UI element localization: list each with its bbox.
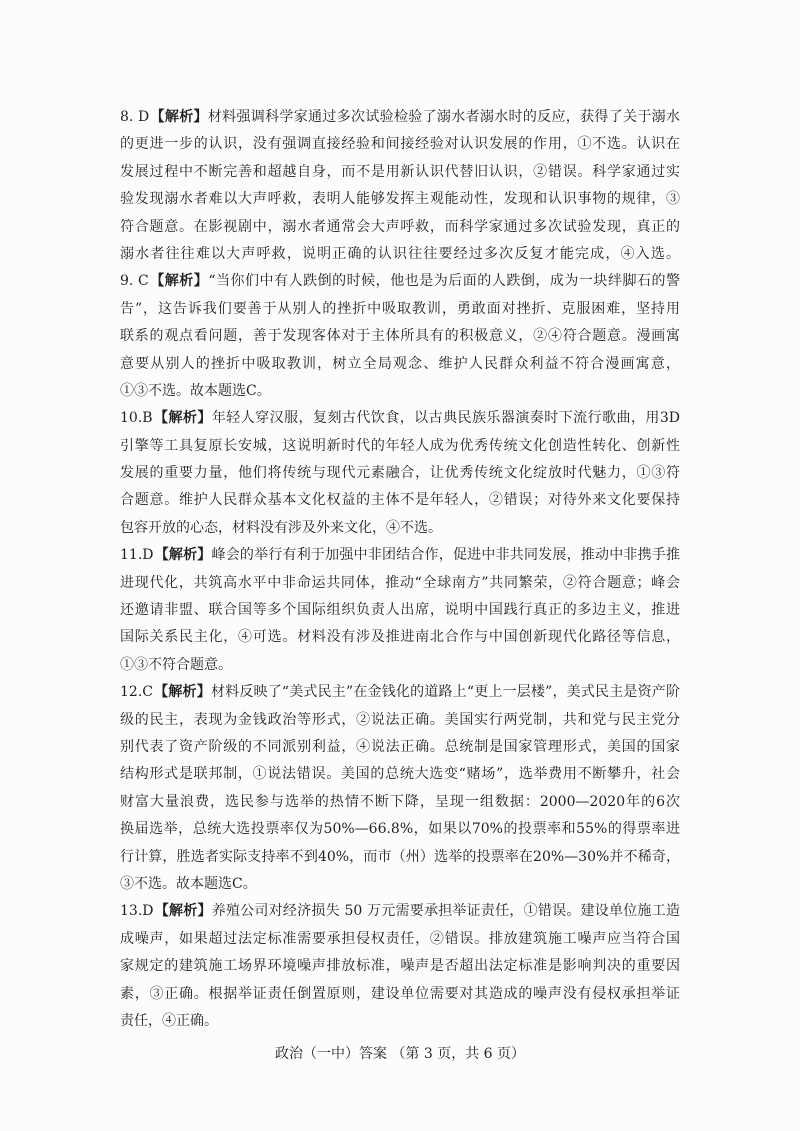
explanation-line: 进现代化，共筑高水平中非命运共同体，推动“全球南方”共同繁荣，②符合题意；峰会 [120, 574, 680, 591]
explanation-line: 行计算，胜选者实际支持率不到40%，而市（州）选举的投票率在20%—30%并不稀奇， [120, 848, 680, 865]
explanation-line: 联系的观点看问题，善于发现客体对于主体所具有的积极意义，②④符合题意。漫画寓 [120, 328, 680, 345]
explanation-first-line [120, 679, 680, 706]
explanation-text: 材料强调科学家通过多次试验检验了溺水者溺水时的反应，获得了关于溺水 [207, 109, 681, 125]
explanation-first-line [120, 268, 680, 295]
explanation-line: 级的民主，表现为金钱政治等形式，②说法正确。美国实行两党制，共和党与民主党分 [120, 711, 680, 728]
explanation-line: 溺水者往往难以大声呼救，说明正确的认识往往要经过多次反复才能完成，④入选。 [120, 245, 680, 262]
answer-item-13 [120, 898, 680, 1035]
explanation-line: 合题意。维护人民群众基本文化权益的主体不是年轻人，②错误；对待外来文化要保持 [120, 492, 680, 509]
explanation-line: 引擎等工具复原长安城，这说明新时代的年轻人成为优秀传统文化创造性转化、创新性 [120, 437, 680, 454]
explanation-line: 责任，④正确。 [120, 1012, 218, 1029]
page-footer: 政治（一中）答案 （第 3 页，共 6 页） [274, 1046, 526, 1062]
question-number: 12. [120, 684, 143, 701]
explanation-line: 包容开放的心态，材料没有涉及外来文化，④不选。 [120, 519, 442, 536]
explanation-line: 素，③正确。根据举证责任倒置原则，建设单位需要对其造成的噪声没有侵权承担举证 [120, 985, 680, 1002]
explanation-line: ③不选。故本题选C。 [120, 875, 257, 892]
explanation-text: “当你们中有人跌倒的时候，他也是为后面的人跌倒，成为一块绊脚石的警 [208, 273, 681, 290]
answer-choice: C [138, 273, 149, 290]
explanation-line: 家规定的建筑施工场界环境噪声排放标准，噪声是否超出法定标准是影响判决的重要因 [120, 958, 680, 975]
explanation-line: 的更进一步的认识，没有强调直接经验和间接经验对认识发展的作用，①不选。认识在 [120, 136, 680, 153]
analysis-tag: 【解析】 [153, 410, 212, 427]
explanation-text: 峰会的举行有利于加强中非团结合作，促进中非共同发展，推动中非携手推 [211, 547, 681, 564]
explanation-line: 发展过程中不断完善和超越自身，而不是用新认识代替旧认识，②错误。科学家通过实 [120, 163, 680, 180]
question-number: 10. [120, 410, 143, 427]
explanation-line: ①③不选。故本题选C。 [120, 382, 271, 399]
answer-item-12 [120, 679, 680, 898]
answer-item-9 [120, 268, 680, 405]
explanation-line: 财富大量浪费，选民参与选举的热情不断下降，呈现一组数据：2000—2020年的6次 [120, 793, 680, 810]
question-number: 8. [120, 109, 134, 125]
answer-choice: C [142, 684, 153, 701]
explanation-first-line [120, 898, 680, 925]
explanation-line: 换届选举，总统大选投票率仅为50%—66.8%，如果以70%的投票率和55%的得票率进 [120, 821, 680, 838]
analysis-tag: 【解析】 [154, 547, 212, 564]
answer-choice: D [142, 903, 154, 920]
explanation-line: 意要从别人的挫折中吸取教训，树立全局观念、维护人民群众利益不符合漫画寓意， [120, 355, 680, 372]
analysis-tag: 【解析】 [154, 903, 212, 920]
answer-choice: D [138, 109, 150, 125]
explanation-line: 符合题意。在影视剧中，溺水者通常会大声呼救，而科学家通过多次试验发现，真正的 [120, 218, 680, 235]
explanation-text: 材料反映了“美式民主”在金钱化的道路上“更上一层楼”，美式民主是资产阶 [210, 684, 680, 701]
analysis-tag: 【解析】 [149, 273, 209, 290]
answer-explanations [120, 104, 680, 1035]
explanation-line: 还邀请非盟、联合国等多个国际组织负责人出席，说明中国践行真正的多边主义，推进 [120, 602, 680, 619]
explanation-line: 成噪声，如果超过法定标准需要承担侵权责任，②错误。排放建筑施工噪声应当符合国 [120, 930, 680, 947]
explanation-text: 年轻人穿汉服，复刻古代饮食，以古典民族乐器演奏时下流行歌曲，用3D [211, 410, 680, 427]
answer-item-8 [120, 104, 680, 268]
explanation-line: 别代表了资产阶级的不同派别利益，④说法正确。总统制是国家管理形式，美国的国家 [120, 738, 680, 755]
question-number: 9. [120, 273, 134, 290]
explanation-line: 结构形式是联邦制，①说法错误。美国的总统大选变“赌场”，选举费用不断攀升，社会 [120, 766, 680, 783]
answer-item-11 [120, 542, 680, 679]
explanation-text: 养殖公司对经济损失 50 万元需要承担举证责任，①错误。建设单位施工造 [211, 903, 680, 920]
explanation-line: 验发现溺水者难以大声呼救，表明人能够发挥主观能动性，发现和认识事物的规律，③ [120, 191, 680, 208]
analysis-tag: 【解析】 [150, 109, 208, 125]
answer-choice: D [142, 547, 154, 564]
answer-item-10 [120, 405, 680, 542]
analysis-tag: 【解析】 [153, 684, 211, 701]
explanation-line: 发展的重要力量，他们将传统与现代元素融合，让优秀传统文化绽放时代魅力，①③符 [120, 465, 680, 482]
explanation-line: 告”，这告诉我们要善于从别人的挫折中吸取教训，勇敢面对挫折、克服困难，坚持用 [120, 300, 680, 317]
question-number: 11. [120, 547, 143, 564]
explanation-first-line [120, 542, 680, 569]
question-number: 13. [120, 903, 143, 920]
explanation-first-line [120, 405, 680, 432]
answer-choice: B [142, 410, 153, 427]
explanation-line: 国际关系民主化，④可选。材料没有涉及推进南北合作与中国创新现代化路径等信息， [120, 629, 680, 646]
explanation-first-line [120, 104, 680, 131]
explanation-line: ①③不符合题意。 [120, 656, 232, 673]
